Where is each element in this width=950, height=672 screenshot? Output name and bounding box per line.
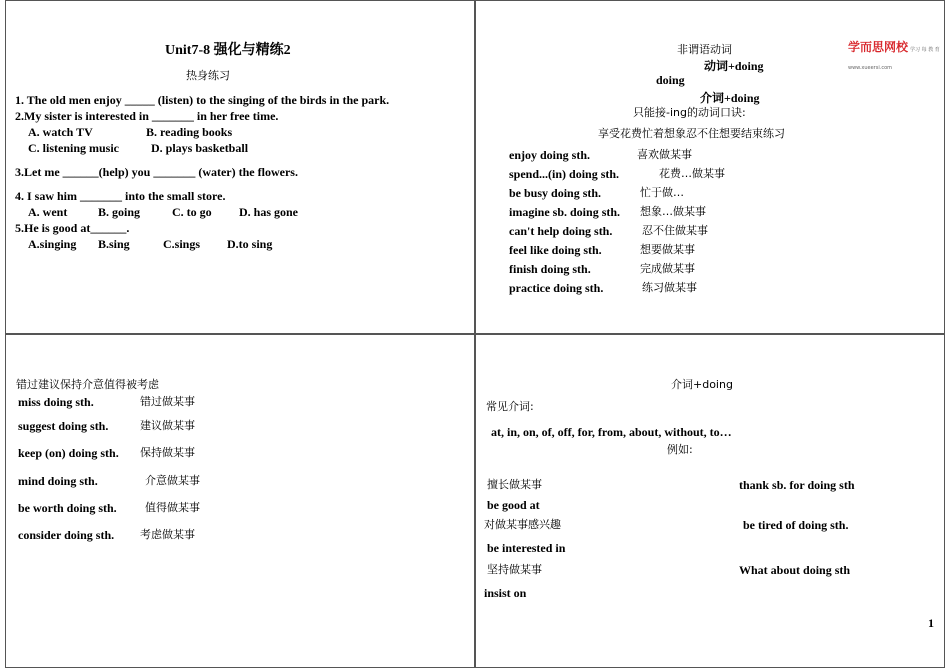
- q4-option-d: D. has gone: [239, 205, 299, 219]
- page-number: 1: [928, 616, 934, 630]
- example-label: 例如:: [667, 443, 693, 456]
- example-right-1: thank sb. for doing sth: [739, 478, 855, 492]
- mnemonic-header: 错过建议保持介意值得被考虑: [16, 378, 159, 391]
- verb-list-en-3: be busy doing sth.: [509, 186, 602, 200]
- verb-list2-cn-1: 错过做某事: [140, 395, 195, 408]
- verb-list2-en-6: consider doing sth.: [18, 528, 115, 542]
- example-en-2: be interested in: [487, 541, 566, 555]
- q5-option-c: C.sings: [163, 237, 201, 251]
- brand-logo-subtext: 学习 每 教 育 www.xueersi.com: [848, 47, 940, 71]
- verb-list-cn-4: 想象…做某事: [640, 205, 706, 218]
- example-cn-2: 对做某事感兴趣: [484, 518, 561, 531]
- verb-list-cn-6: 想要做某事: [640, 243, 695, 256]
- verb-list2-cn-6: 考虑做某事: [140, 528, 195, 541]
- prep-list: at, in, on, of, off, for, from, about, without, to…: [491, 425, 732, 439]
- question-1: 1. The old men enjoy _____ (listen) to the singing of the birds in the park.: [15, 93, 390, 107]
- verb-list2-en-3: keep (on) doing sth.: [18, 446, 119, 460]
- verb-list2-en-4: mind doing sth.: [18, 474, 98, 488]
- verb-list-cn-7: 完成做某事: [640, 262, 695, 275]
- heading-doing: doing: [656, 73, 685, 87]
- verb-list2-en-1: miss doing sth.: [18, 395, 94, 409]
- verb-list-en-2: spend...(in) doing sth.: [509, 167, 620, 181]
- verb-list-en-1: enjoy doing sth.: [509, 148, 591, 162]
- example-right-3: What about doing sth: [739, 563, 851, 577]
- q5-option-d: D.to sing: [227, 237, 273, 251]
- example-en-1: be good at: [487, 498, 540, 512]
- brand-logo-text: 学而思网校: [848, 40, 909, 54]
- verb-list2-en-5: be worth doing sth.: [18, 501, 117, 515]
- q2-option-b: B. reading books: [146, 125, 233, 139]
- prep-doing-title: 介词+doing: [671, 378, 733, 391]
- heading-verb-doing: 动词+doing: [704, 59, 764, 73]
- q4-option-a: A. went: [28, 205, 68, 219]
- verb-list2-cn-4: 介意做某事: [145, 474, 200, 487]
- question-4: 4. I saw him _______ into the small store.: [15, 189, 226, 203]
- question-3: 3.Let me ______(help) you _______ (water) the flowers.: [15, 165, 298, 179]
- page-title: Unit7-8 强化与精练2: [165, 43, 291, 58]
- heading-nonfinite: 非谓语动词: [677, 43, 732, 56]
- verb-list-cn-2: 花费…做某事: [659, 167, 725, 180]
- section-subtitle: 热身练习: [186, 69, 230, 82]
- example-right-2: be tired of doing sth.: [743, 518, 849, 532]
- common-prep-label: 常见介词:: [486, 400, 534, 413]
- heading-mnemonic-label: 只能接-ing的动词口诀:: [633, 106, 746, 119]
- verb-list-cn-5: 忍不住做某事: [642, 224, 708, 237]
- q4-option-b: B. going: [98, 205, 141, 219]
- verb-list-en-7: finish doing sth.: [509, 262, 591, 276]
- q2-option-c: C. listening music: [28, 141, 120, 155]
- example-cn-1: 擅长做某事: [487, 478, 542, 491]
- example-cn-3: 坚持做某事: [487, 563, 542, 576]
- q2-option-d: D. plays basketball: [151, 141, 249, 155]
- example-en-3: insist on: [484, 586, 527, 600]
- verb-list2-cn-3: 保持做某事: [140, 446, 195, 459]
- verb-list-cn-1: 喜欢做某事: [637, 148, 692, 161]
- verb-list-en-8: practice doing sth.: [509, 281, 604, 295]
- question-2: 2.My sister is interested in _______ in her free time.: [15, 109, 279, 123]
- verb-list2-cn-5: 值得做某事: [145, 501, 200, 514]
- verb-list-en-6: feel like doing sth.: [509, 243, 602, 257]
- q5-option-b: B.sing: [98, 237, 130, 251]
- verb-list2-cn-2: 建议做某事: [140, 419, 195, 432]
- question-5: 5.He is good at______.: [15, 221, 130, 235]
- q5-option-a: A.singing: [28, 237, 77, 251]
- verb-list-cn-8: 练习做某事: [642, 281, 697, 294]
- q2-option-a: A. watch TV: [28, 125, 93, 139]
- heading-prep-doing: 介词+doing: [700, 91, 760, 105]
- verb-list-en-4: imagine sb. doing sth.: [509, 205, 621, 219]
- brand-logo: [848, 38, 950, 74]
- verb-list-en-5: can't help doing sth.: [509, 224, 613, 238]
- verb-list2-en-2: suggest doing sth.: [18, 419, 109, 433]
- mnemonic-text: 享受花费忙着想象忍不住想要结束练习: [598, 127, 785, 140]
- q4-option-c: C. to go: [172, 205, 212, 219]
- verb-list-cn-3: 忙于做…: [640, 186, 684, 199]
